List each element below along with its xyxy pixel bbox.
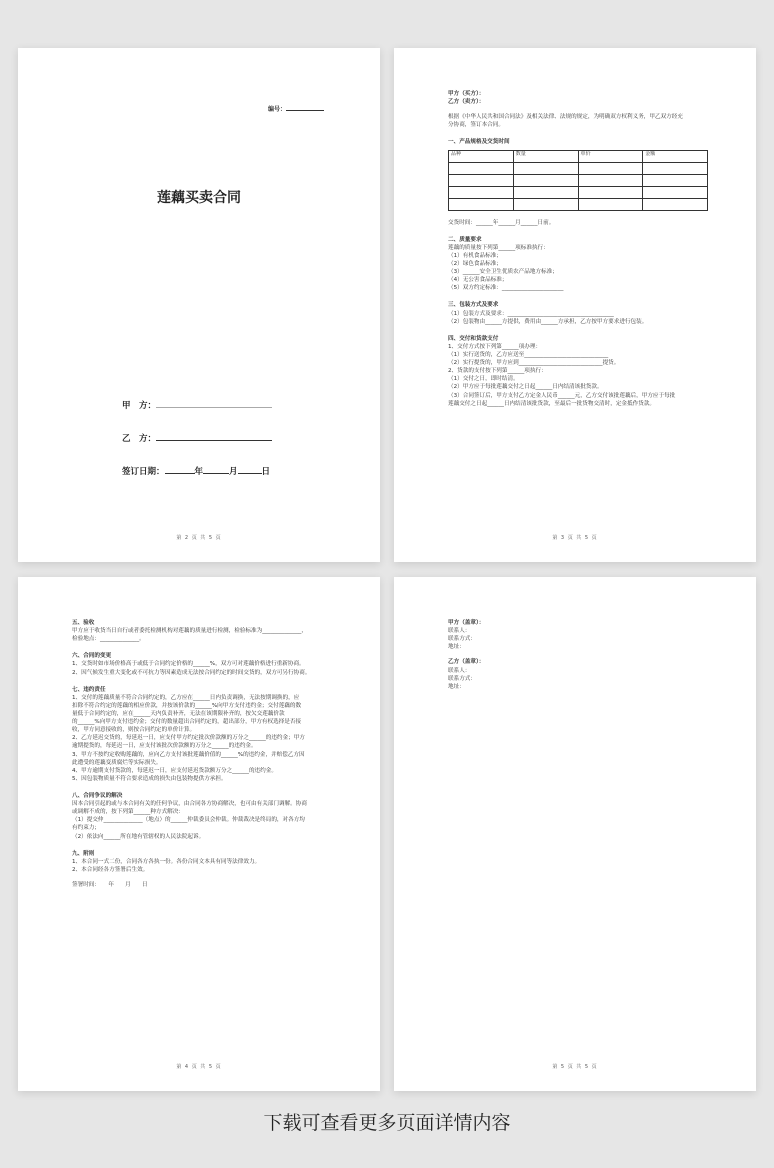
contract-page-3 [394,48,756,562]
text-line: （1）有机食品标准； [448,252,502,259]
section-heading: 三、包装方式及要求 [448,302,499,309]
text-line: （3）______安全卫生优质农产品地方标准； [448,269,558,276]
section-heading: 四、交付和货款支付 [448,335,499,342]
section-heading: 九、附则 [72,850,95,857]
text-line: （4）无公害食品标准； [448,277,508,284]
section-heading: 七、违约责任 [72,686,106,693]
text-line: 1、本合同一式二份，合同各方各执一份。各份合同文本具有同等法律效力。 [72,858,261,865]
table-header-row [449,150,708,162]
text-line: 3、甲方不按约定收购莲藕的，应向乙方支付该批莲藕价值的______%的违约金，并赔偿乙方因 [72,751,305,758]
text-line: 根据《中华人民共和国合同法》及相关法律、法规的规定，为明确双方权利义务，甲乙双方经充 [448,114,683,121]
section-heading: 二、质量要求 [448,236,482,243]
spacer [448,651,710,658]
text-line: 地址： [448,683,465,690]
text-line: 1、交付的莲藕质量不符合合同约定的，乙方应在______日内负责调换，无法按期调换的，应 [72,694,300,701]
section-heading: 一、产品规格及交货时间 [448,139,510,146]
section-heading: 八、合同争议的解决 [72,792,123,799]
download-prompt-text: 下载可查看更多页面详情内容 [263,1112,511,1134]
page-number: 第 4 页 共 5 页 [176,1063,222,1070]
text-line: 联系人： [448,667,471,674]
text-line: 2、货款的支付按下列第______项执行： [448,368,547,375]
text-line: 逾期提货的，每延迟一日，应支付该批次价款额的万分之______的违约金。 [72,743,257,750]
day-label: 日 [261,467,271,477]
content-block [448,219,710,408]
text-line: （2）包装物由______方提供，费用由______方承担，乙方按甲方要求进行包装。 [448,318,648,325]
text-line: 因本合同引起的或与本合同有关的任何争议，由合同各方协商解决，也可由有关部门调解。协商 [72,801,307,808]
table-row [449,198,708,210]
bold-line: 甲方（盖章）： [448,620,485,626]
content-block [448,619,710,691]
text-line: 或调解不成的，按下列第______种方式解决： [72,809,184,816]
year-label: 年 [194,467,204,477]
text-line: 2、因气候发生重大变化或不可抗力等因素造成无法按合同约定的时间交货的，双方可另行协商。 [72,669,311,676]
text-line: （3）合同签订后，甲方支付乙方定金人民币______元，乙方交付该批莲藕后，甲方应于每批 [448,392,676,399]
party-b-field [122,433,272,445]
text-line: 1、交付方式按下列第______项办理： [448,343,542,350]
text-line: 莲藕的质量按下列第______项标准执行： [448,244,549,251]
text-line: 此遭受的莲藕变质腐烂等实际损失。 [72,759,162,766]
month-label: 月 [229,467,238,477]
sign-date-field [122,466,270,478]
contract-cover-page [18,48,380,562]
text-line: 分协商，签订本合同。 [448,122,504,129]
table-row [449,162,708,174]
bold-line: 乙方（盖章）： [448,659,485,666]
content-block [448,90,710,147]
spacer [448,106,710,113]
bold-line: 甲方（买方）： [448,91,485,97]
text-line: 4、甲方逾期支付货款的，每延迟一日，应支付延迟货款额万分之______的违约金。 [72,767,277,774]
text-line: 检验地点：______________。 [72,636,145,643]
spacer [72,874,334,881]
text-line: 莲藕交付之日起______日内结清该批货款，至最后一批货物交清时，定金抵作货款。 [448,400,655,407]
text-line: 联系人： [448,628,471,635]
text-line: 联系方式： [448,675,476,682]
table-header-cell: 数量 [513,150,578,162]
text-line: 甲方应于收货当日自行或者委托检测机构对莲藕的质量进行检测，检验标准为______________， [72,628,307,635]
text-line: （2）甲方应于每批莲藕交付之日起______日内结清该批货款。 [448,384,603,391]
text-line: 签署时间： 年 月 日 [72,881,148,888]
text-line: （1）提交仲______________（地点）的______仲裁委员会仲裁。仲裁裁决是终局的，对各方均 [72,817,305,824]
text-line: （5）双方约定标准：______________________ [448,285,564,292]
text-line: 扣除不符合约定的莲藕的相应价款，并按该价款的______%向甲方支付违约金；交付莲藕的数 [72,702,302,709]
text-line: 联系方式： [448,636,476,643]
table-row [449,174,708,186]
table-row [449,186,708,198]
text-line: 收，甲方同意接收的，则按合同约定的单价计算。 [72,727,196,734]
page-number: 第 3 页 共 5 页 [552,534,598,541]
party-a-field [122,400,272,412]
page-number: 第 2 页 共 5 页 [176,534,222,541]
text-line: 2、乙方延迟交货的，每延迟一日，应支付甲方约定批次价款额的万分之______的违约金；甲方 [72,735,305,742]
text-line: （2）绿色食品标准； [448,260,502,267]
party-a-blank [156,401,272,408]
table-header-cell: 品种 [449,150,514,162]
section-heading: 六、合同的变更 [72,653,112,660]
text-line: （1）实行送货的，乙方应送至______________________________ [448,351,609,358]
party-b-label: 乙 方： [122,434,157,444]
product-spec-table [448,150,708,211]
content-block [72,619,334,889]
text-line: 地址： [448,644,465,651]
bold-line: 五、验收 [72,620,95,626]
text-line: （1）交付之日，即时结清。 [448,376,519,383]
text-line: 有约束力； [72,825,100,832]
bold-line: 乙方（卖方）： [448,99,485,106]
text-line: 2、本合同经各方签署后生效。 [72,866,149,873]
sign-date-label: 签订日期： [122,467,165,477]
text-line: 的______%向甲方支付违约金；交付的数量超出合同约定的，超出部分，甲方有权选择是否接 [72,719,302,726]
sign-month-blank [203,467,229,474]
text-line: （1）包装方式及要求：______________________________________ [448,310,614,317]
contract-title: 莲藕买卖合同 [157,190,241,206]
contract-number-label: 编号： [267,106,286,113]
text-line: 1、交货时如市场价格高于或低于合同约定价格的______%，双方可对莲藕价格进行重新协商。 [72,661,305,668]
table-header-cell: 金额 [643,150,708,162]
text-line: 5、因包装物质量不符合要求造成的损失由包装物提供方承担。 [72,775,227,782]
sign-year-blank [165,467,195,474]
contract-page-4 [18,577,380,1091]
text-line: 量低于合同约定的，应在______天内负责补齐，无法在该期限补齐的，按欠交莲藕价款 [72,710,285,717]
text-line: （2）依法向______所在地有管辖权的人民法院起诉。 [72,833,205,840]
table-header-cell: 单价 [578,150,643,162]
party-b-blank [156,434,272,441]
contract-signature-page [394,577,756,1091]
contract-number-field [268,104,324,115]
contract-number-blank [286,104,324,111]
text-line: 交货时间：______年______月______日前。 [448,219,555,226]
page-number: 第 5 页 共 5 页 [552,1063,598,1070]
party-a-label: 甲 方： [122,401,157,411]
sign-day-blank [238,467,262,474]
text-line: （2）实行提货的，甲方应到______________________________提货。 [448,360,620,367]
